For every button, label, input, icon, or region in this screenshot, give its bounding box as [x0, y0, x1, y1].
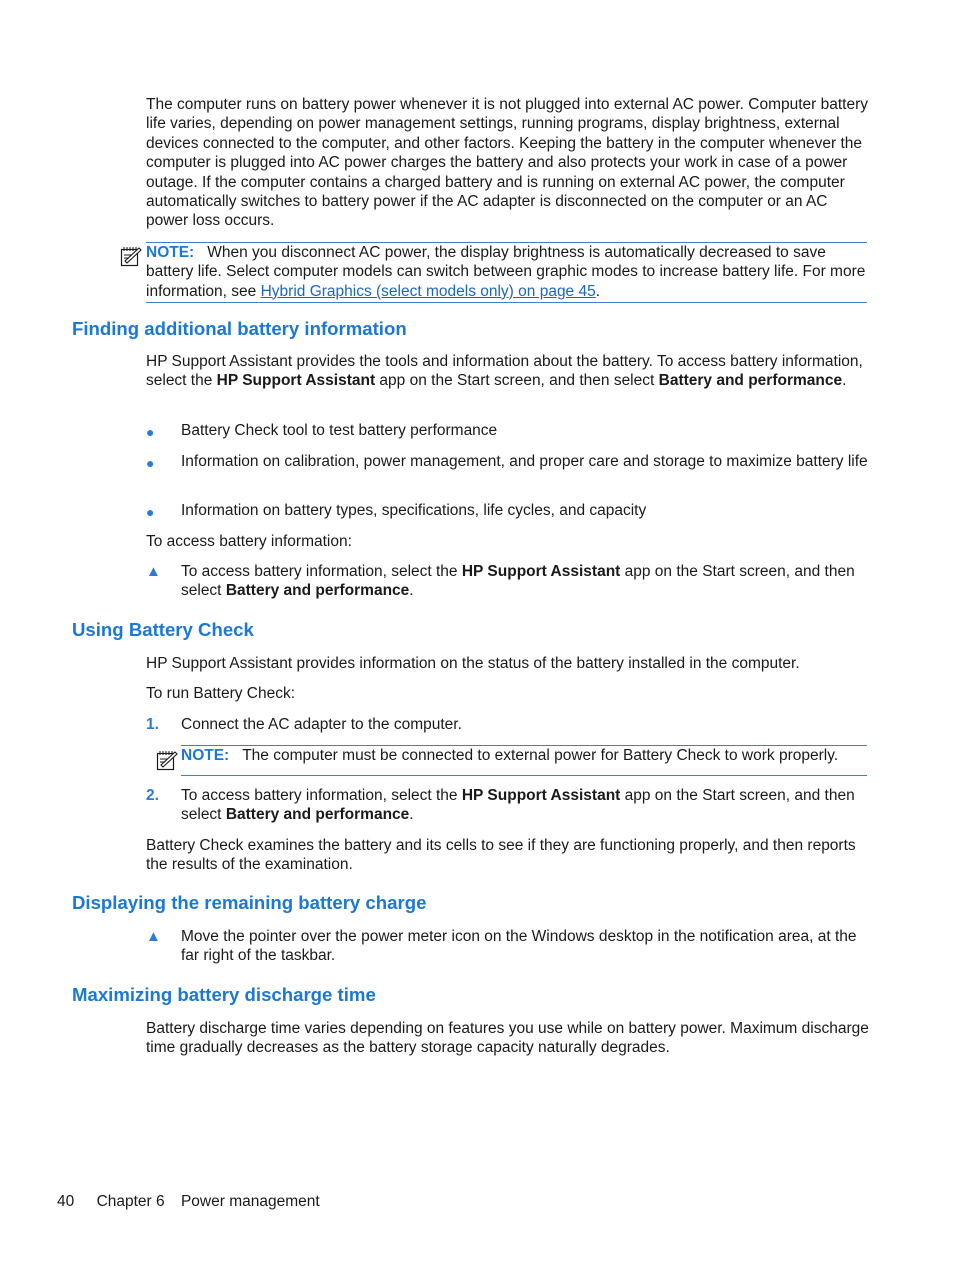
finding-bold-1: HP Support Assistant — [216, 372, 376, 390]
heading-maximizing-discharge: Maximizing battery discharge time — [72, 984, 376, 1005]
step-text-2: app on the Start screen, and then select — [181, 563, 855, 600]
heading-using-battery-check: Using Battery Check — [72, 619, 254, 640]
finding-bold-2: Battery and performance — [658, 372, 843, 390]
bullet-item: Information on calibration, power management, and proper care and storage to maximize battery life — [181, 453, 868, 470]
finding-paragraph — [146, 352, 871, 391]
run-intro: To run Battery Check: — [146, 685, 296, 702]
note-pad-icon — [155, 748, 179, 772]
finding-text-3: . — [842, 372, 847, 390]
page-footer — [57, 1192, 320, 1211]
step-bold-2: Battery and performance — [225, 582, 410, 600]
step-text-1: To access battery information, select the — [181, 563, 462, 580]
bullet-icon: ● — [146, 455, 155, 471]
note-external-power — [181, 745, 867, 776]
step-bold-1: HP Support Assistant — [461, 563, 621, 580]
access-intro: To access battery information: — [146, 533, 352, 550]
display-step: Move the pointer over the power meter icon on the Windows desktop in the notification area, at the far right of the taskbar. — [181, 928, 857, 965]
step-text-1: To access battery information, select the — [181, 787, 462, 804]
step-text-3: . — [409, 806, 414, 824]
triangle-step-icon: ▲ — [146, 563, 161, 580]
bullet-item: Battery Check tool to test battery performance — [181, 422, 498, 439]
footer-title: Power management — [180, 1193, 320, 1210]
hybrid-graphics-link[interactable]: Hybrid Graphics (select models only) on page 45 — [260, 282, 596, 300]
footer-chapter: Chapter 6 — [96, 1193, 165, 1210]
note-text-end: . — [595, 282, 601, 300]
note-label: NOTE: — [146, 244, 195, 261]
heading-finding-battery-info: Finding additional battery information — [72, 318, 407, 339]
note-battery-life — [146, 242, 867, 303]
note-text: When you disconnect AC power, the display brightness is automatically decreased to save battery life. Select computer models can switch between graphic modes to increase battery life. For more information, see — [146, 244, 866, 300]
step-bold-1: HP Support Assistant — [461, 787, 621, 804]
bullet-item: Information on battery types, specifications, life cycles, and capacity — [181, 502, 647, 519]
triangle-step-icon: ▲ — [146, 928, 161, 945]
step-bold-2: Battery and performance — [225, 806, 410, 824]
bullet-icon: ● — [146, 504, 155, 520]
step-2-text — [181, 786, 871, 825]
access-step — [181, 562, 871, 601]
finding-text-1: HP Support Assistant provides the tools and information about the battery. To access battery information, select the — [146, 353, 863, 390]
page-number: 40 — [57, 1193, 75, 1210]
step-1-text: Connect the AC adapter to the computer. — [181, 716, 462, 733]
step-number: 1. — [146, 716, 159, 733]
note-label: NOTE: — [181, 747, 230, 764]
intro-paragraph: The computer runs on battery power whenever it is not plugged into external AC power. Computer battery life varies, depending on power management settings, running programs, display brightness, external devices connected to the computer, and other factors. Keeping the battery in the computer whenever the computer is plugged into AC power charges the battery and also protects your work in case of a power outage. If the computer contains a charged battery and is running on external AC power, the computer automatically switches to battery power if the AC adapter is disconnected on the computer or an AC power loss occurs. — [146, 96, 868, 230]
heading-displaying-charge: Displaying the remaining battery charge — [72, 892, 427, 913]
check-paragraph: HP Support Assistant provides information on the status of the battery installed in the computer. — [146, 655, 800, 672]
finding-text-2: app on the Start screen, and then select — [375, 372, 659, 390]
bullet-icon: ● — [146, 424, 155, 440]
step-number: 2. — [146, 787, 159, 804]
step-text-3: . — [409, 582, 414, 600]
note-pad-icon — [119, 244, 143, 268]
max-paragraph: Battery discharge time varies depending on features you use while on battery power. Maximum discharge time gradually decreases as the battery storage capacity naturally degrades. — [146, 1020, 869, 1057]
step-text-2: app on the Start screen, and then select — [181, 787, 855, 824]
note-text: The computer must be connected to external power for Battery Check to work properly. — [242, 747, 839, 764]
check-closing: Battery Check examines the battery and its cells to see if they are functioning properly, and then reports the results of the examination. — [146, 837, 856, 874]
